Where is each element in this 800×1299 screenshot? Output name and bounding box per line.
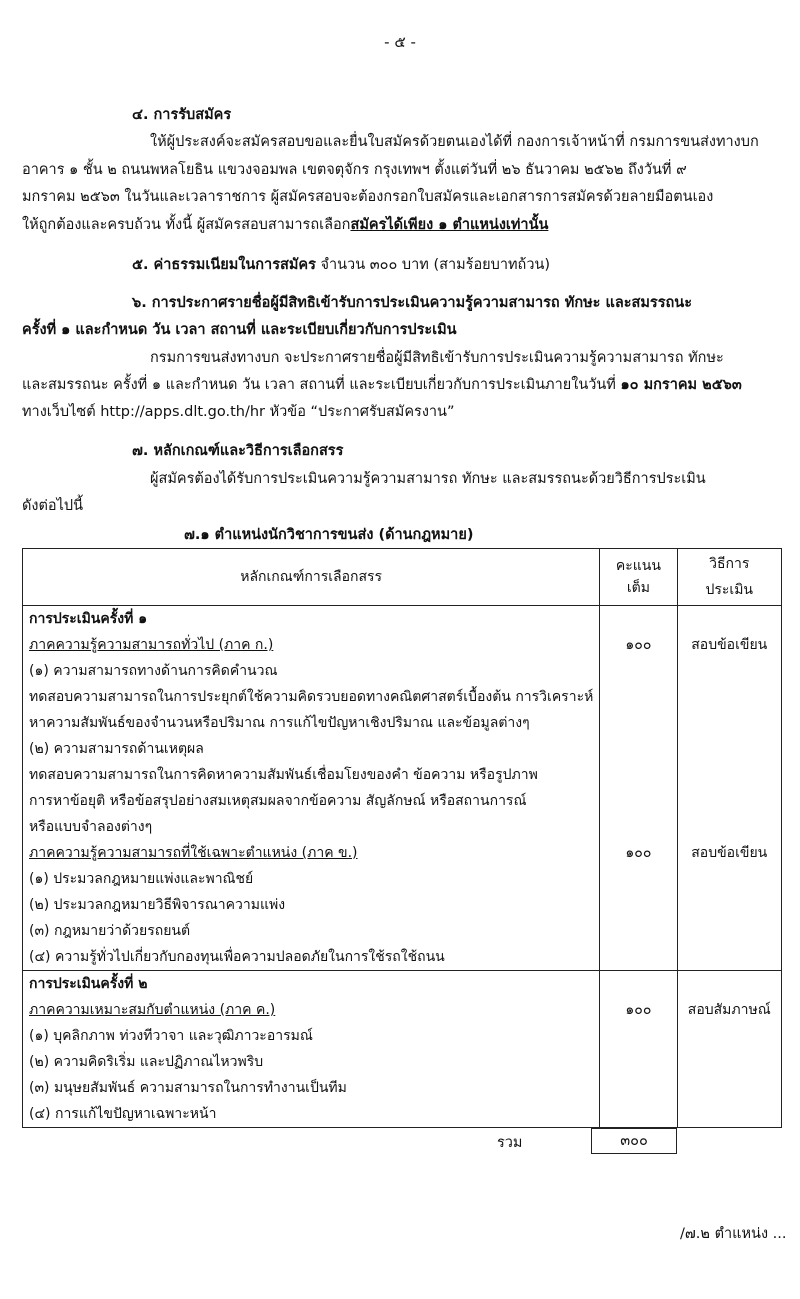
part-a-method: สอบข้อเขียน — [691, 637, 768, 653]
section-4-line: มกราคม ๒๕๖๓ ในวันและเวลาราชการ ผู้สมัครสอบจะต้องกรอกใบสมัครและเอกสารการสมัครด้วยลายมือตนเอง — [22, 189, 714, 205]
part-a-score: ๑๐๐ — [625, 637, 652, 653]
part-b-item: (๓) กฎหมายว่าด้วยรถยนต์ — [29, 923, 191, 939]
part-c-method: สอบสัมภาษณ์ — [687, 1002, 771, 1018]
round-2-criteria — [23, 971, 600, 1128]
section-7-heading: ๗. หลักเกณฑ์และวิธีการเลือกสรร — [132, 443, 344, 459]
part-a-item: (๑) ความสามารถทางด้านการคิดคำนวณ — [29, 663, 278, 679]
section-6-line-1: กรมการขนส่งทางบก จะประกาศรายชื่อผู้มีสิทธิเข้ารับการประเมินความรู้ความสามารถ ทักษะ — [150, 350, 724, 366]
part-b-item: (๔) ความรู้ทั่วไปเกี่ยวกับกองทุนเพื่อความปลอดภัยในการใช้รถใช้ถนน — [29, 949, 445, 965]
table-row-round-2 — [23, 971, 782, 1128]
section-5-text: จำนวน ๓๐๐ บาท (สามร้อยบาทถ้วน) — [320, 257, 551, 273]
header-score: คะแนนเต็ม — [600, 549, 677, 606]
part-a-item: ทดสอบความสามารถในการประยุกต์ใช้ความคิดรวบยอดทางคณิตศาสตร์เบื้องต้น การวิเคราะห์ — [29, 689, 594, 705]
section-6-line-2a: และสมรรถนะ ครั้งที่ ๑ และกำหนด วัน เวลา สถานที่ และระเบียบเกี่ยวกับการประเมินภายในวันที่ — [22, 377, 616, 393]
section-4-emphasis: สมัครได้เพียง ๑ ตำแหน่งเท่านั้น — [350, 217, 549, 233]
section-6-line-2 — [22, 372, 742, 398]
part-a-item: ทดสอบความสามารถในการคิดหาความสัมพันธ์เชื่อมโยงของคำ ข้อความ หรือรูปภาพ — [29, 767, 538, 783]
part-c-item: (๓) มนุษยสัมพันธ์ ความสามารถในการทำงานเป็นทีม — [29, 1080, 347, 1096]
round-1-scores — [600, 606, 677, 971]
section-6-line-3: ทางเว็บไซต์ http://apps.dlt.go.th/hr หัวข้อ “ประกาศรับสมัครงาน” — [22, 404, 455, 420]
header-method-line-2: ประเมิน — [705, 582, 753, 598]
table-header-row — [23, 549, 782, 606]
total-label: รวม — [497, 1135, 523, 1151]
round-2-methods — [677, 971, 782, 1128]
part-c-title: ภาคความเหมาะสมกับตำแหน่ง (ภาค ค.) — [29, 1002, 276, 1018]
section-6-heading-1: ๖. การประกาศรายชื่อผู้มีสิทธิเข้ารับการประเมินความรู้ความสามารถ ทักษะ และสมรรถนะ — [132, 295, 692, 311]
round-2-scores — [600, 971, 677, 1128]
part-b-item: (๑) ประมวลกฎหมายแพ่งและพาณิชย์ — [29, 871, 254, 887]
continuation-footer: /๗.๒ ตำแหน่ง ... — [680, 1226, 787, 1242]
round-1-methods — [677, 606, 782, 971]
part-b-score: ๑๐๐ — [625, 845, 652, 861]
header-criteria: หลักเกณฑ์การเลือกสรร — [23, 549, 600, 606]
section-4-last-line-a: ให้ถูกต้องและครบถ้วน ทั้งนี้ ผู้สมัครสอบสามารถเลือก — [22, 217, 351, 233]
part-a-item: หรือแบบจำลองต่างๆ — [29, 819, 153, 835]
header-method — [677, 549, 782, 606]
section-6-date: ๑๐ มกราคม ๒๕๖๓ — [620, 377, 742, 393]
section-7-subheading: ๗.๑ ตำแหน่งนักวิชาการขนส่ง (ด้านกฎหมาย) — [184, 527, 474, 543]
part-a-item: การหาข้อยุติ หรือข้อสรุปอย่างสมเหตุสมผลจากข้อความ สัญลักษณ์ หรือสถานการณ์ — [29, 793, 527, 809]
part-a-item: หาความสัมพันธ์ของจำนวนหรือปริมาณ การแก้ไขปัญหาเชิงปริมาณ และข้อมูลต่างๆ — [29, 715, 530, 731]
section-4-last-line — [22, 212, 548, 238]
section-4-line: อาคาร ๑ ชั้น ๒ ถนนพหลโยธิน แขวงจอมพล เขตจตุจักร กรุงเทพฯ ตั้งแต่วันที่ ๒๖ ธันวาคม ๒๕๖๒ ถึงวันที่ ๙ — [22, 162, 687, 178]
table-row-round-1 — [23, 606, 782, 971]
part-c-item: (๔) การแก้ไขปัญหาเฉพาะหน้า — [29, 1106, 217, 1122]
section-4-line: ให้ผู้ประสงค์จะสมัครสอบขอและยื่นใบสมัครด้วยตนเองได้ที่ กองการเจ้าหน้าที่ กรมการขนส่งทางบก — [150, 134, 759, 150]
section-7-line-2: ดังต่อไปนี้ — [22, 498, 84, 514]
round-1-criteria — [23, 606, 600, 971]
part-c-item: (๑) บุคลิกภาพ ท่วงทีวาจา และวุฒิภาวะอารมณ์ — [29, 1028, 313, 1044]
part-c-item: (๒) ความคิดริเริ่ม และปฏิภาณไหวพริบ — [29, 1054, 264, 1070]
round-2-title: การประเมินครั้งที่ ๒ — [29, 976, 148, 992]
round-1-title: การประเมินครั้งที่ ๑ — [29, 611, 148, 627]
section-5 — [132, 252, 550, 278]
page-number: - ๕ - — [384, 33, 416, 51]
criteria-table — [22, 548, 782, 1128]
part-b-method: สอบข้อเขียน — [691, 845, 768, 861]
section-4-heading: ๔. การรับสมัคร — [132, 107, 232, 123]
part-b-title: ภาคความรู้ความสามารถที่ใช้เฉพาะตำแหน่ง (ภาค ข.) — [29, 845, 358, 861]
section-5-heading: ๕. ค่าธรรมเนียมในการสมัคร — [132, 257, 316, 273]
part-c-score: ๑๐๐ — [625, 1002, 652, 1018]
part-a-title: ภาคความรู้ความสามารถทั่วไป (ภาค ก.) — [29, 637, 274, 653]
header-method-line-1: วิธีการ — [709, 556, 750, 572]
part-a-item: (๒) ความสามารถด้านเหตุผล — [29, 741, 204, 757]
part-b-item: (๒) ประมวลกฎหมายวิธีพิจารณาความแพ่ง — [29, 897, 286, 913]
section-7-line-1: ผู้สมัครต้องได้รับการประเมินความรู้ความสามารถ ทักษะ และสมรรถนะด้วยวิธีการประเมิน — [150, 471, 706, 487]
total-value: ๓๐๐ — [591, 1128, 677, 1154]
section-6-heading-2: ครั้งที่ ๑ และกำหนด วัน เวลา สถานที่ และระเบียบเกี่ยวกับการประเมิน — [22, 322, 457, 338]
